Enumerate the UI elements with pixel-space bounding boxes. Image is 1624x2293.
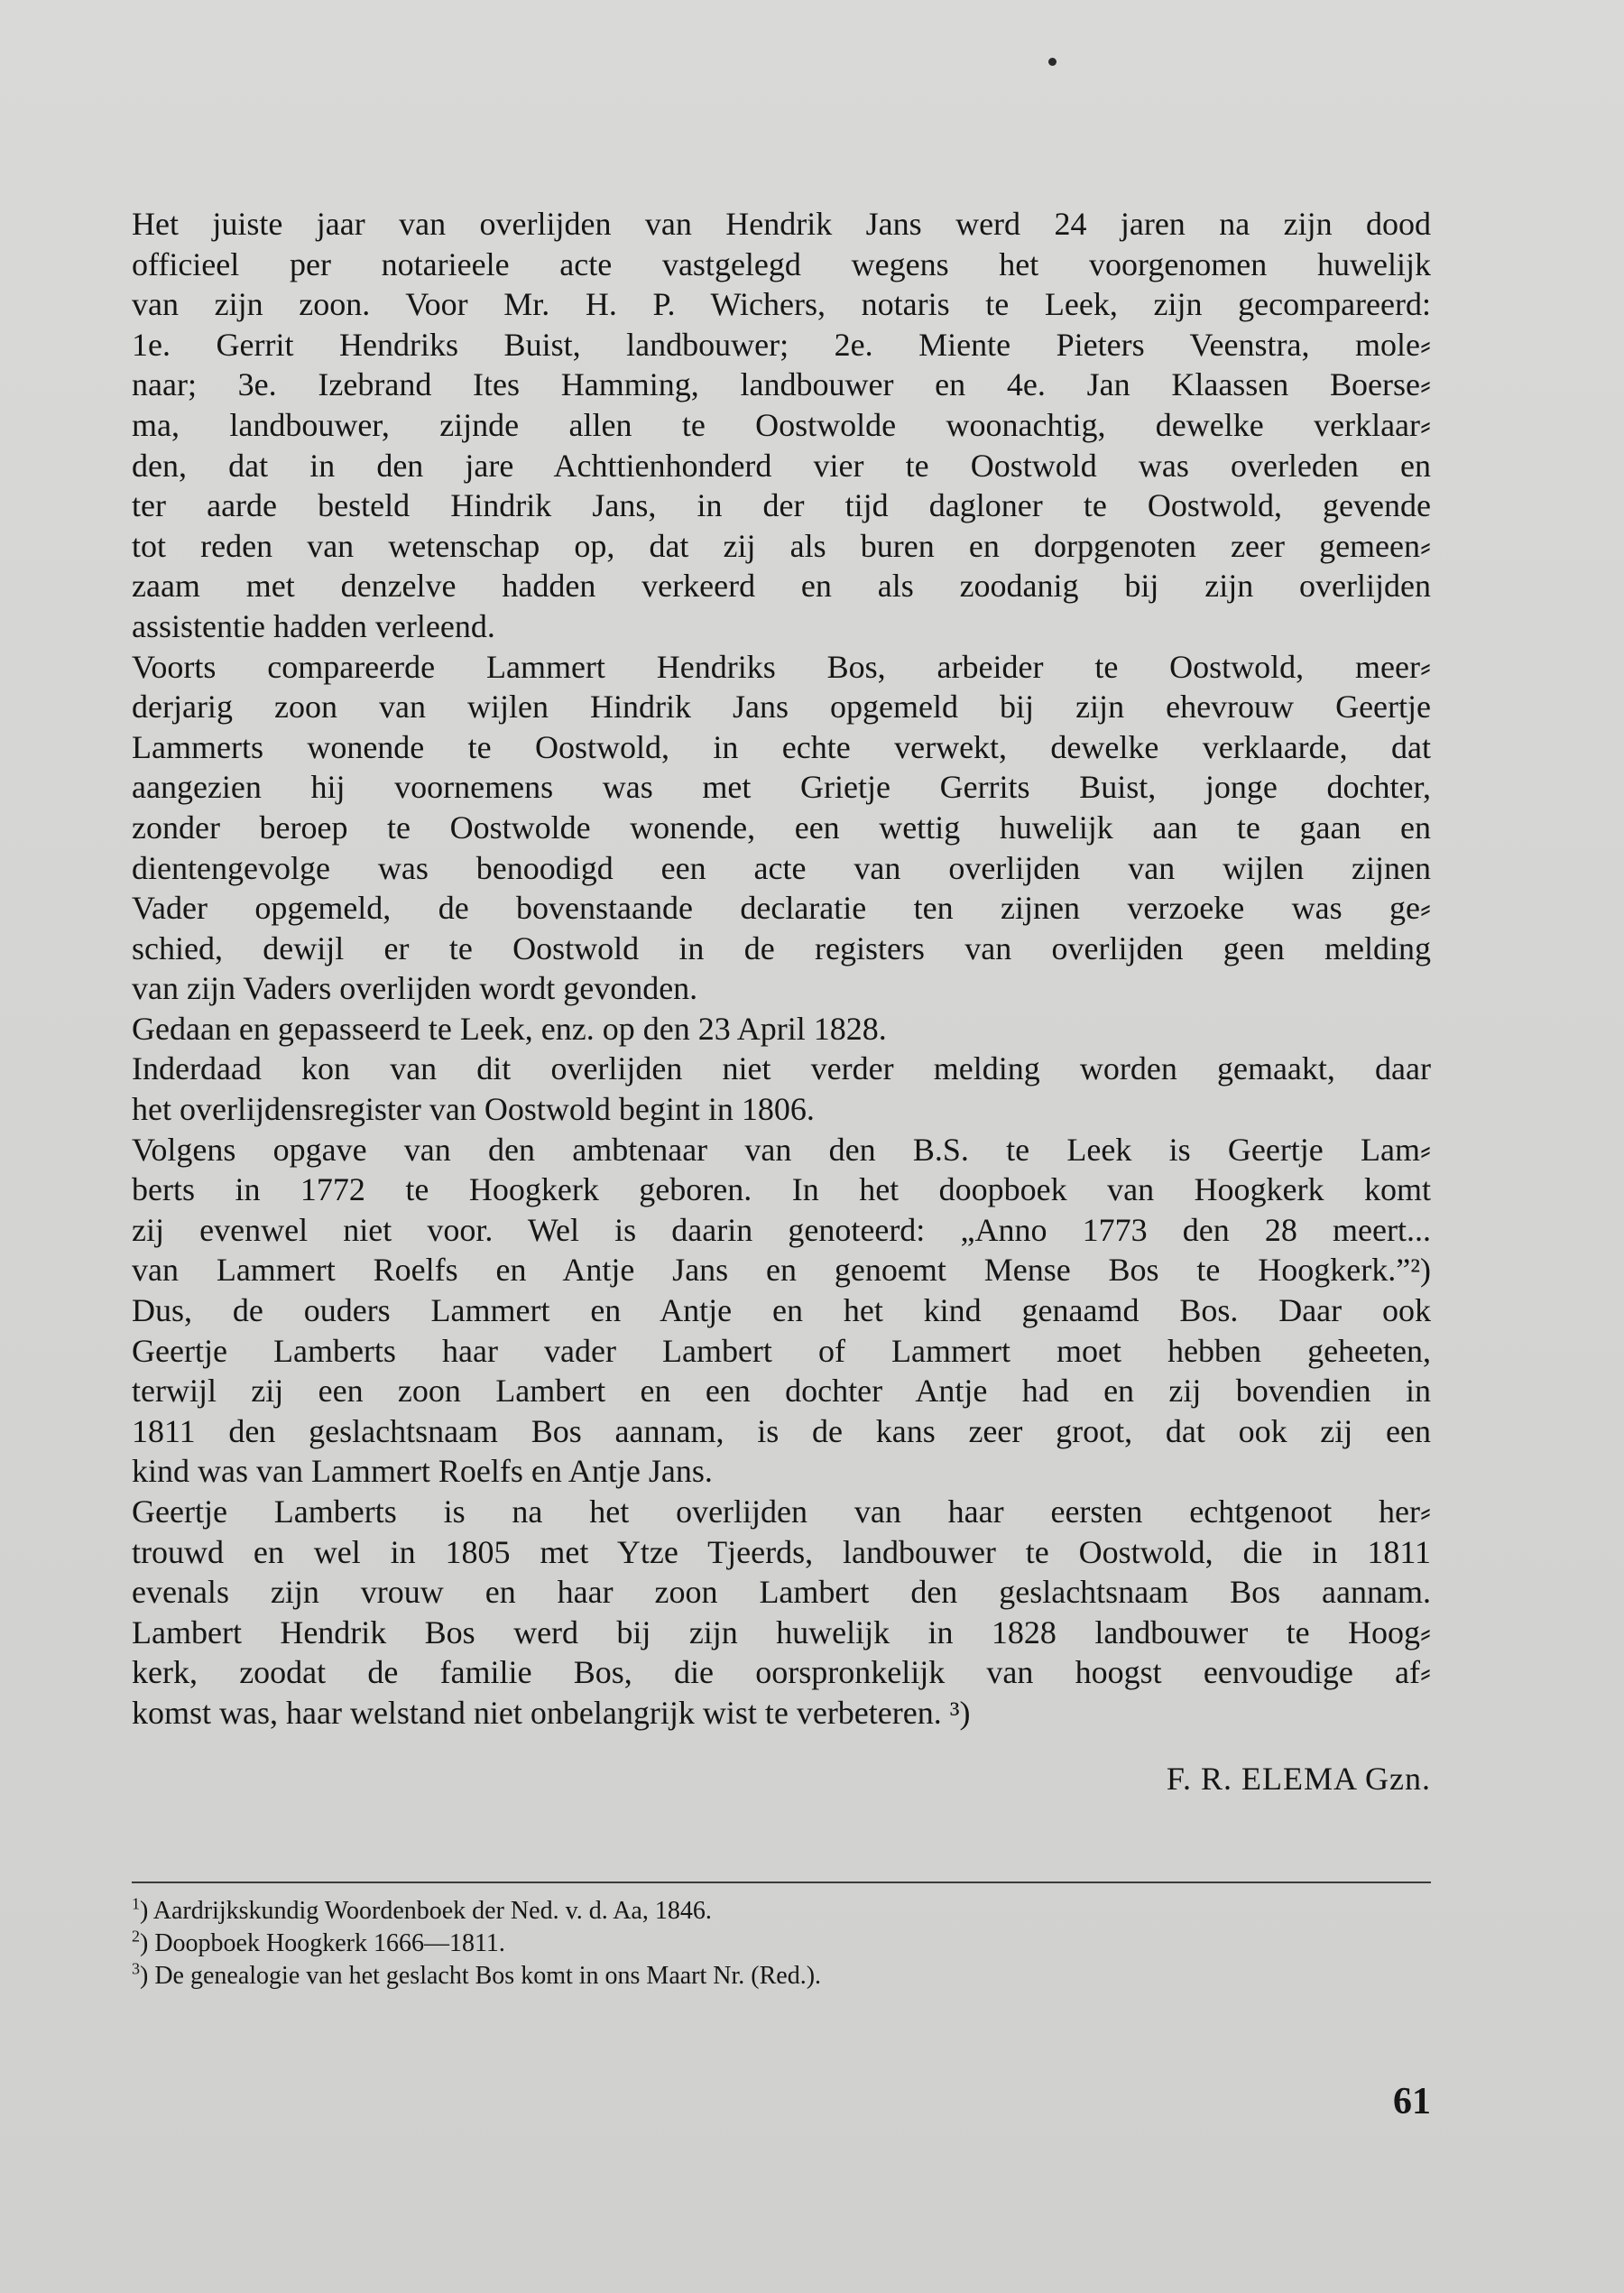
- text-line: Geertje Lamberts haar vader Lambert of Lammert moet hebben geheeten,: [132, 1332, 1431, 1369]
- text-line: 1811 den geslachtsnaam Bos aannam, is de kans zeer groot, dat ook zij een: [132, 1412, 1431, 1449]
- text-line: Gedaan en gepasseerd te Leek, enz. op den 23 April 1828.: [132, 1010, 887, 1047]
- footnote-text: ) Aardrijkskundig Woordenboek der Ned. v. d. Aa, 1846.: [140, 1897, 712, 1925]
- text-line: kerk, zoodat de familie Bos, die oorspronkelijk van hoogst eenvoudige af⸗: [132, 1654, 1431, 1691]
- footnote: [132, 1895, 1431, 1928]
- text-line: aangezien hij voornemens was met Grietje Gerrits Buist, jonge dochter,: [132, 769, 1431, 806]
- text-line: van Lammert Roelfs en Antje Jans en genoemt Mense Bos te Hoogkerk.”²): [132, 1252, 1431, 1289]
- text-line: terwijl zij een zoon Lambert en een dochter Antje had en zij bovendien in: [132, 1373, 1431, 1410]
- footnote-mark: 3: [132, 1959, 140, 1978]
- text-line: ter aarde besteld Hindrik Jans, in der tijd dagloner te Oostwold, gevende: [132, 487, 1431, 524]
- article-body: [132, 204, 1431, 1734]
- text-line: Voorts compareerde Lammert Hendriks Bos, arbeider te Oostwold, meer⸗: [132, 648, 1431, 685]
- text-line: Lammerts wonende te Oostwold, in echte verwekt, dewelke verklaarde, dat: [132, 728, 1431, 765]
- footnotes: [132, 1895, 1431, 1993]
- text-line: komst was, haar welstand niet onbelangrijk wist te verbeteren. ³): [132, 1694, 971, 1731]
- text-line: zij evenwel niet voor. Wel is daarin genoteerd: „Anno 1773 den 28 meert...: [132, 1211, 1431, 1248]
- text-line: dientengevolge was benoodigd een acte van overlijden van wijlen zijnen: [132, 849, 1431, 886]
- footnote: [132, 1960, 1431, 1993]
- text-line: trouwd en wel in 1805 met Ytze Tjeerds, landbouwer te Oostwold, die in 1811: [132, 1533, 1431, 1570]
- footnote-mark: 1: [132, 1894, 140, 1913]
- text-line: schied, dewijl er te Oostwold in de registers van overlijden geen melding: [132, 929, 1431, 966]
- text-line: Inderdaad kon van dit overlijden niet verder melding worden gemaakt, daar: [132, 1050, 1431, 1087]
- text-line: den, dat in den jare Achttienhonderd vier te Oostwold was overleden en: [132, 447, 1431, 484]
- text-line: Geertje Lamberts is na het overlijden van haar eersten echtgenoot her⸗: [132, 1493, 1431, 1530]
- text-line: naar; 3e. Izebrand Ites Hamming, landbouwer en 4e. Jan Klaassen Boerse⸗: [132, 366, 1431, 403]
- text-line: kind was van Lammert Roelfs en Antje Jans.: [132, 1453, 713, 1490]
- text-line: tot reden van wetenschap op, dat zij als buren en dorpgenoten zeer gemeen⸗: [132, 527, 1431, 564]
- text-line: Volgens opgave van den ambtenaar van den B.S. te Leek is Geertje Lam⸗: [132, 1131, 1431, 1168]
- text-line: Vader opgemeld, de bovenstaande declaratie ten zijnen verzoeke was ge⸗: [132, 890, 1431, 927]
- text-line: 1e. Gerrit Hendriks Buist, landbouwer; 2e. Miente Pieters Veenstra, mole⸗: [132, 326, 1431, 363]
- text-line: ma, landbouwer, zijnde allen te Oostwolde woonachtig, dewelke verklaar⸗: [132, 406, 1431, 443]
- text-line: officieel per notarieele acte vastgelegd wegens het voorgenomen huwelijk: [132, 245, 1431, 282]
- text-line: het overlijdensregister van Oostwold begint in 1806.: [132, 1091, 815, 1128]
- text-line: evenals zijn vrouw en haar zoon Lambert den geslachtsnaam Bos aannam.: [132, 1574, 1431, 1611]
- footnote: [132, 1928, 1431, 1960]
- text-line: assistentie hadden verleend.: [132, 607, 495, 644]
- text-line: derjarig zoon van wijlen Hindrik Jans opgemeld bij zijn ehevrouw Geertje: [132, 689, 1431, 726]
- text-line: Lambert Hendrik Bos werd bij zijn huwelijk in 1828 landbouwer te Hoog⸗: [132, 1613, 1431, 1650]
- author-signature: F. R. ELEMA Gzn.: [1166, 1761, 1431, 1797]
- page-number: 61: [1393, 2081, 1431, 2122]
- text-line: Dus, de ouders Lammert en Antje en het kind genaamd Bos. Daar ook: [132, 1292, 1431, 1329]
- text-line: van zijn Vaders overlijden wordt gevonden.: [132, 970, 698, 1007]
- text-line: van zijn zoon. Voor Mr. H. P. Wichers, notaris te Leek, zijn gecompareerd:: [132, 286, 1431, 323]
- text-line: Het juiste jaar van overlijden van Hendrik Jans werd 24 jaren na zijn dood: [132, 206, 1431, 242]
- text-line: berts in 1772 te Hoogkerk geboren. In het doopboek van Hoogkerk komt: [132, 1171, 1431, 1208]
- text-line: zonder beroep te Oostwolde wonende, een wettig huwelijk aan te gaan en: [132, 809, 1431, 846]
- footnote-mark: 2: [132, 1927, 140, 1946]
- text-line: zaam met denzelve hadden verkeerd en als zoodanig bij zijn overlijden: [132, 568, 1431, 605]
- ink-speck: [1048, 58, 1057, 66]
- footnote-text: ) De genealogie van het geslacht Bos komt in ons Maart Nr. (Red.).: [140, 1962, 822, 1990]
- footnote-divider: [132, 1882, 1431, 1883]
- footnote-text: ) Doopboek Hoogkerk 1666—1811.: [140, 1929, 505, 1957]
